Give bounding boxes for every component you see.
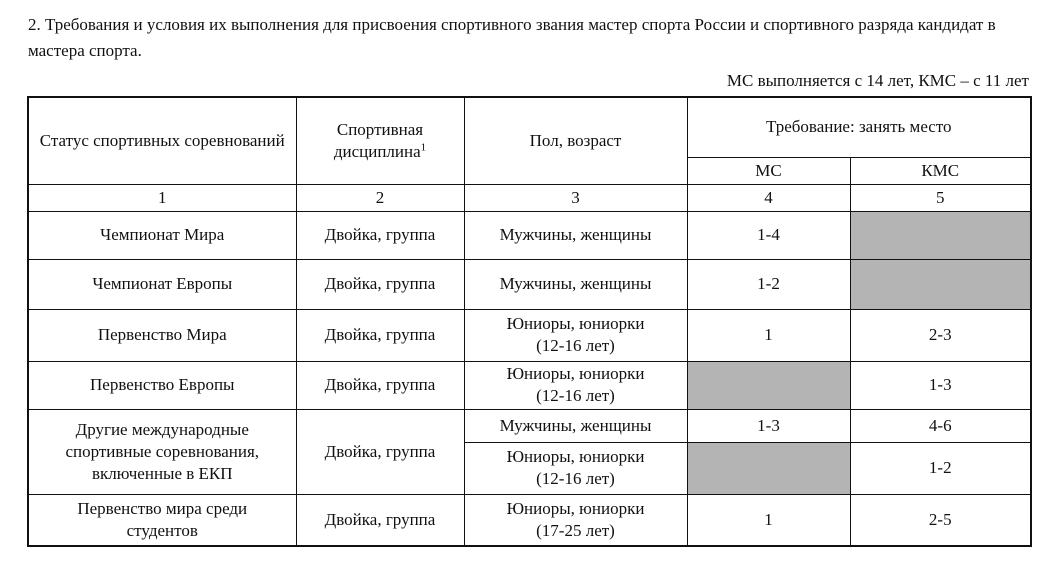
discipline-cell: Двойка, группа bbox=[296, 259, 464, 309]
age-note: МС выполняется с 14 лет, КМС – с 11 лет bbox=[726, 71, 1029, 90]
status-cell: Первенство Европы bbox=[28, 361, 296, 409]
gender-age-cell: Мужчины, женщины bbox=[464, 211, 687, 259]
kms-cell: 1-3 bbox=[850, 361, 1031, 409]
table-row bbox=[28, 309, 1031, 361]
table-row bbox=[28, 259, 1031, 309]
discipline-cell: Двойка, группа bbox=[296, 309, 464, 361]
kms-cell-shaded bbox=[850, 259, 1031, 309]
status-cell: Чемпионат Европы bbox=[28, 259, 296, 309]
discipline-cell: Двойка, группа bbox=[296, 211, 464, 259]
age-line: (17-25 лет) bbox=[536, 520, 615, 540]
status-cell bbox=[28, 494, 296, 546]
gender-age-cell bbox=[464, 361, 687, 409]
gender-age-cell bbox=[464, 309, 687, 361]
gender-age-cell: Мужчины, женщины bbox=[464, 409, 687, 442]
column-number: 5 bbox=[850, 184, 1031, 211]
ms-cell: 1-2 bbox=[687, 259, 850, 309]
gender-line: Юниоры, юниорки bbox=[506, 447, 645, 466]
ms-cell-shaded bbox=[687, 361, 850, 409]
kms-cell: 1-2 bbox=[850, 442, 1031, 494]
age-line: (12-16 лет) bbox=[536, 386, 615, 405]
age-line: (12-16 лет) bbox=[536, 469, 615, 488]
gender-age-cell: Мужчины, женщины bbox=[464, 259, 687, 309]
discipline-footnote: 1 bbox=[420, 141, 427, 154]
ms-cell: 1-4 bbox=[687, 211, 850, 259]
table-row bbox=[28, 494, 1031, 546]
column-number-row bbox=[28, 184, 1031, 211]
table-row bbox=[28, 409, 1031, 442]
discipline-cell: Двойка, группа bbox=[296, 361, 464, 409]
kms-cell: 2-3 bbox=[850, 309, 1031, 361]
discipline-cell: Двойка, группа bbox=[296, 494, 464, 546]
gender-line: Юниоры, юниорки bbox=[506, 364, 645, 383]
kms-cell: 4-6 bbox=[850, 409, 1031, 442]
status-line: студентов bbox=[126, 520, 198, 540]
status-line: Другие международные bbox=[75, 419, 249, 439]
ms-cell: 1 bbox=[687, 309, 850, 361]
column-number: 4 bbox=[687, 184, 850, 211]
section-intro: 2. Требования и условия их выполнения для присвоения спортивного звания мастер спорта России и спортивного разряда кандидат в мастера спорта. bbox=[28, 15, 996, 60]
gender-line: Юниоры, юниорки bbox=[506, 314, 645, 333]
status-cell bbox=[28, 409, 296, 494]
header-discipline bbox=[296, 97, 464, 184]
header-row bbox=[28, 97, 1031, 157]
ms-cell-shaded bbox=[687, 442, 850, 494]
header-kms: КМС bbox=[850, 157, 1031, 184]
age-line: (12-16 лет) bbox=[536, 336, 615, 355]
table-row bbox=[28, 361, 1031, 409]
requirements-table bbox=[27, 96, 1032, 547]
header-gender-age: Пол, возраст bbox=[464, 97, 687, 184]
column-number: 2 bbox=[296, 184, 464, 211]
status-line: Первенство мира среди bbox=[77, 498, 248, 518]
header-requirement: Требование: занять место bbox=[687, 97, 1031, 157]
header-discipline-label: Спортивная дисциплина bbox=[333, 119, 424, 161]
status-cell: Первенство Мира bbox=[28, 309, 296, 361]
kms-cell: 2-5 bbox=[850, 494, 1031, 546]
kms-cell-shaded bbox=[850, 211, 1031, 259]
header-ms: МС bbox=[687, 157, 850, 184]
column-number: 3 bbox=[464, 184, 687, 211]
ms-cell: 1 bbox=[687, 494, 850, 546]
status-cell: Чемпионат Мира bbox=[28, 211, 296, 259]
table-row bbox=[28, 211, 1031, 259]
column-number: 1 bbox=[28, 184, 296, 211]
gender-age-cell bbox=[464, 442, 687, 494]
status-line: включенные в ЕКП bbox=[91, 463, 233, 483]
gender-line: Юниоры, юниорки bbox=[506, 498, 645, 518]
discipline-cell: Двойка, группа bbox=[296, 409, 464, 494]
header-status: Статус спортивных соревнований bbox=[28, 97, 296, 184]
status-line: спортивные соревнования, bbox=[65, 441, 260, 461]
gender-age-cell bbox=[464, 494, 687, 546]
ms-cell: 1-3 bbox=[687, 409, 850, 442]
